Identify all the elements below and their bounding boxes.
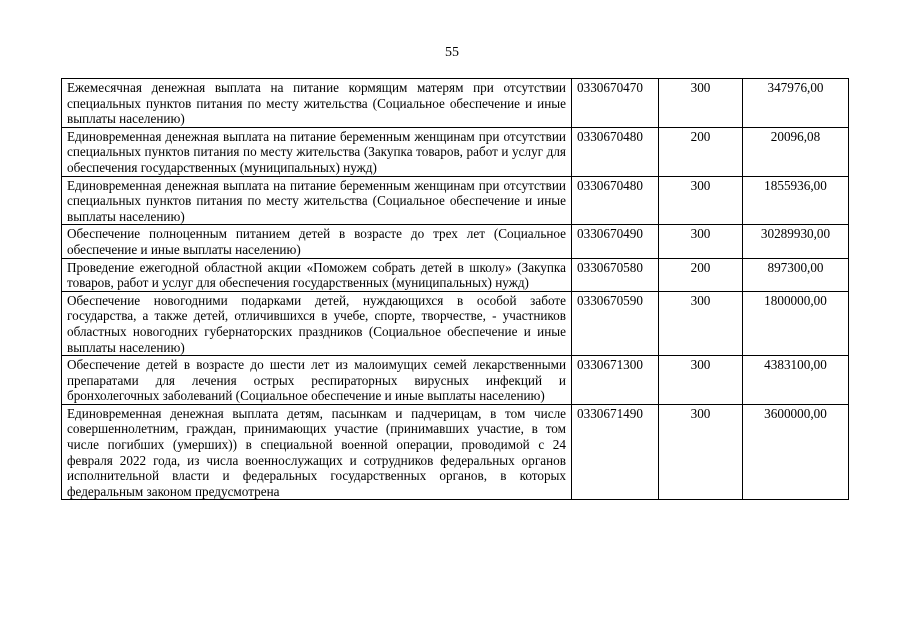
expense-type-cell: 300	[659, 176, 743, 225]
table-row	[62, 176, 849, 225]
amount-cell: 3600000,00	[743, 404, 849, 500]
target-code-cell: 0330670590	[572, 291, 659, 355]
expense-name-cell: Единовременная денежная выплата детям, пасынкам и падчерицам, в том числе совершеннолетним, граждан, принимающих участие (принимавших участие, в том числе погибших (умерших)) в специальной военной операции, проводимой с 24 февраля 2022 года, из числа военнослужащих и сотрудников федеральных органов исполнительной власти и федеральных государственных органов, в которых федеральным законом предусмотрена	[62, 404, 572, 500]
expense-type-cell: 300	[659, 79, 743, 128]
amount-cell: 897300,00	[743, 258, 849, 291]
amount-cell: 30289930,00	[743, 225, 849, 258]
expense-type-cell: 300	[659, 291, 743, 355]
amount-cell: 20096,08	[743, 127, 849, 176]
budget-table	[61, 78, 849, 500]
table-row	[62, 291, 849, 355]
amount-cell: 347976,00	[743, 79, 849, 128]
table-row	[62, 258, 849, 291]
target-code-cell: 0330671490	[572, 404, 659, 500]
expense-name-cell: Обеспечение детей в возрасте до шести лет из малоимущих семей лекарственными препаратами для лечения острых респираторных вирусных инфекций и бронхолегочных заболеваний (Социальное обеспечение и иные выплаты населению)	[62, 356, 572, 405]
table-row	[62, 404, 849, 500]
expense-name-cell: Единовременная денежная выплата на питание беременным женщинам при отсутствии специальных пунктов питания по месту жительства (Социальное обеспечение и иные выплаты населению)	[62, 176, 572, 225]
target-code-cell: 0330670480	[572, 127, 659, 176]
target-code-cell: 0330670480	[572, 176, 659, 225]
expense-name-cell: Обеспечение полноценным питанием детей в возрасте до трех лет (Социальное обеспечение и иные выплаты населению)	[62, 225, 572, 258]
table-row	[62, 127, 849, 176]
page-number: 55	[445, 45, 459, 60]
expense-type-cell: 300	[659, 404, 743, 500]
expense-name-cell: Обеспечение новогодними подарками детей, нуждающихся в особой заботе государства, а также детей, отличившихся в учебе, спорте, творчестве, - участников областных новогодних губернаторских праздников (Социальное обеспечение и иные выплаты населению)	[62, 291, 572, 355]
expense-type-cell: 300	[659, 225, 743, 258]
expense-type-cell: 200	[659, 258, 743, 291]
expense-name-cell: Проведение ежегодной областной акции «Поможем собрать детей в школу» (Закупка товаров, работ и услуг для обеспечения государственных (муниципальных) нужд)	[62, 258, 572, 291]
target-code-cell: 0330670580	[572, 258, 659, 291]
expense-name-cell: Единовременная денежная выплата на питание беременным женщинам при отсутствии специальных пунктов питания по месту жительства (Закупка товаров, работ и услуг для обеспечения государственных (муниципальных) нужд)	[62, 127, 572, 176]
target-code-cell: 0330670490	[572, 225, 659, 258]
table-row	[62, 79, 849, 128]
target-code-cell: 0330671300	[572, 356, 659, 405]
table-row	[62, 225, 849, 258]
amount-cell: 1800000,00	[743, 291, 849, 355]
expense-type-cell: 300	[659, 356, 743, 405]
amount-cell: 4383100,00	[743, 356, 849, 405]
expense-name-cell: Ежемесячная денежная выплата на питание кормящим матерям при отсутствии специальных пунктов питания по месту жительства (Социальное обеспечение и иные выплаты населению)	[62, 79, 572, 128]
table-row	[62, 356, 849, 405]
target-code-cell: 0330670470	[572, 79, 659, 128]
expense-type-cell: 200	[659, 127, 743, 176]
amount-cell: 1855936,00	[743, 176, 849, 225]
